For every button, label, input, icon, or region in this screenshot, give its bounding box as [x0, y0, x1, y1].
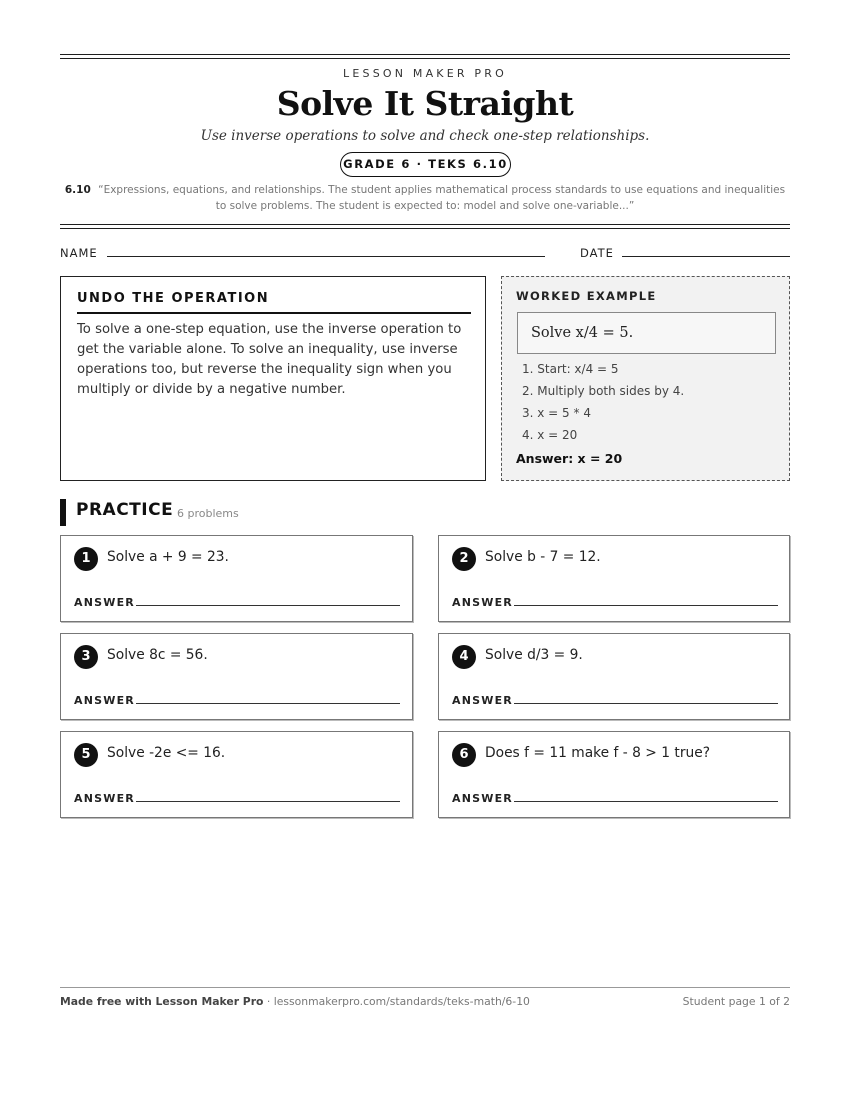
problem-text: Solve a + 9 = 23. [107, 549, 229, 565]
answer-label: ANSWER [452, 694, 513, 707]
answer-label: ANSWER [74, 596, 135, 609]
practice-accent-bar [60, 499, 66, 526]
worksheet-page [60, 0, 790, 1100]
answer-label: ANSWER [74, 694, 135, 707]
problem-number: 4 [452, 645, 476, 669]
page-title: Solve It Straight [276, 84, 574, 123]
brand-name: LESSON MAKER PRO [343, 67, 507, 80]
problem-number: 6 [452, 743, 476, 767]
header-bottom-rule [60, 224, 790, 229]
student-info-row [60, 244, 790, 264]
worked-example-problem: Solve x/4 = 5. [517, 312, 776, 354]
problem-card [60, 535, 413, 622]
practice-heading: PRACTICE [76, 500, 174, 520]
worked-example-box [501, 276, 790, 481]
answer-field[interactable] [514, 703, 778, 704]
date-label: DATE [580, 246, 614, 260]
standard-code: 6.10 [64, 184, 91, 196]
footer-url[interactable]: · lessonmakerpro.com/standards/teks-math/6-10 [263, 995, 530, 1008]
standard-text: “Expressions, equations, and relationships. The student applies mathematical process standards to use equations and inequalities to solve problems. The student is expected to: model and solve one-variable...” [98, 184, 786, 212]
date-field[interactable] [622, 256, 790, 257]
problem-text: Solve 8c = 56. [107, 647, 208, 663]
answer-label: ANSWER [74, 792, 135, 805]
page-subtitle: Use inverse operations to solve and check one-step relationships. [200, 128, 650, 144]
problem-number: 1 [74, 547, 98, 571]
answer-field[interactable] [136, 605, 400, 606]
problem-text: Solve -2e <= 16. [107, 745, 226, 761]
name-label: NAME [60, 246, 98, 260]
page-number: Student page 1 of 2 [682, 995, 790, 1008]
header-top-rule [60, 54, 790, 59]
problem-card [438, 535, 790, 622]
worked-example-step: 3. x = 5 * 4 [522, 406, 591, 420]
practice-count: 6 problems [177, 507, 239, 520]
problem-number: 2 [452, 547, 476, 571]
standard-description [60, 182, 790, 214]
answer-field[interactable] [514, 801, 778, 802]
answer-label: ANSWER [452, 596, 513, 609]
concept-body: To solve a one-step equation, use the inverse operation to get the variable alone. To solve an inequality, use inverse operations too, but reverse the inequality sign when you multiply or divide by a negative number. [77, 322, 462, 397]
grade-badge: GRADE 6 · TEKS 6.10 [340, 152, 511, 177]
problem-card [60, 731, 413, 818]
problem-text: Solve b - 7 = 12. [485, 549, 601, 565]
problem-number: 5 [74, 743, 98, 767]
problem-card [438, 731, 790, 818]
worked-example-steps [522, 359, 684, 447]
answer-label: ANSWER [452, 792, 513, 805]
worked-example-title: WORKED EXAMPLE [516, 289, 657, 303]
problem-card [60, 633, 413, 720]
answer-field[interactable] [136, 703, 400, 704]
worked-example-answer: Answer: x = 20 [516, 451, 623, 466]
concept-box [60, 276, 486, 481]
answer-field[interactable] [514, 605, 778, 606]
problem-text: Solve d/3 = 9. [485, 647, 583, 663]
problem-card [438, 633, 790, 720]
name-field[interactable] [107, 256, 545, 257]
worked-example-step: 1. Start: x/4 = 5 [522, 362, 619, 376]
worked-example-step: 2. Multiply both sides by 4. [522, 384, 685, 398]
worked-example-step: 4. x = 20 [522, 428, 578, 442]
footer-rule [60, 987, 790, 988]
concept-title: UNDO THE OPERATION [77, 291, 471, 314]
answer-field[interactable] [136, 801, 400, 802]
footer-made-with: Made free with Lesson Maker Pro [60, 995, 264, 1008]
footer [60, 995, 790, 1008]
problem-text: Does f = 11 make f - 8 > 1 true? [485, 745, 711, 761]
problem-number: 3 [74, 645, 98, 669]
